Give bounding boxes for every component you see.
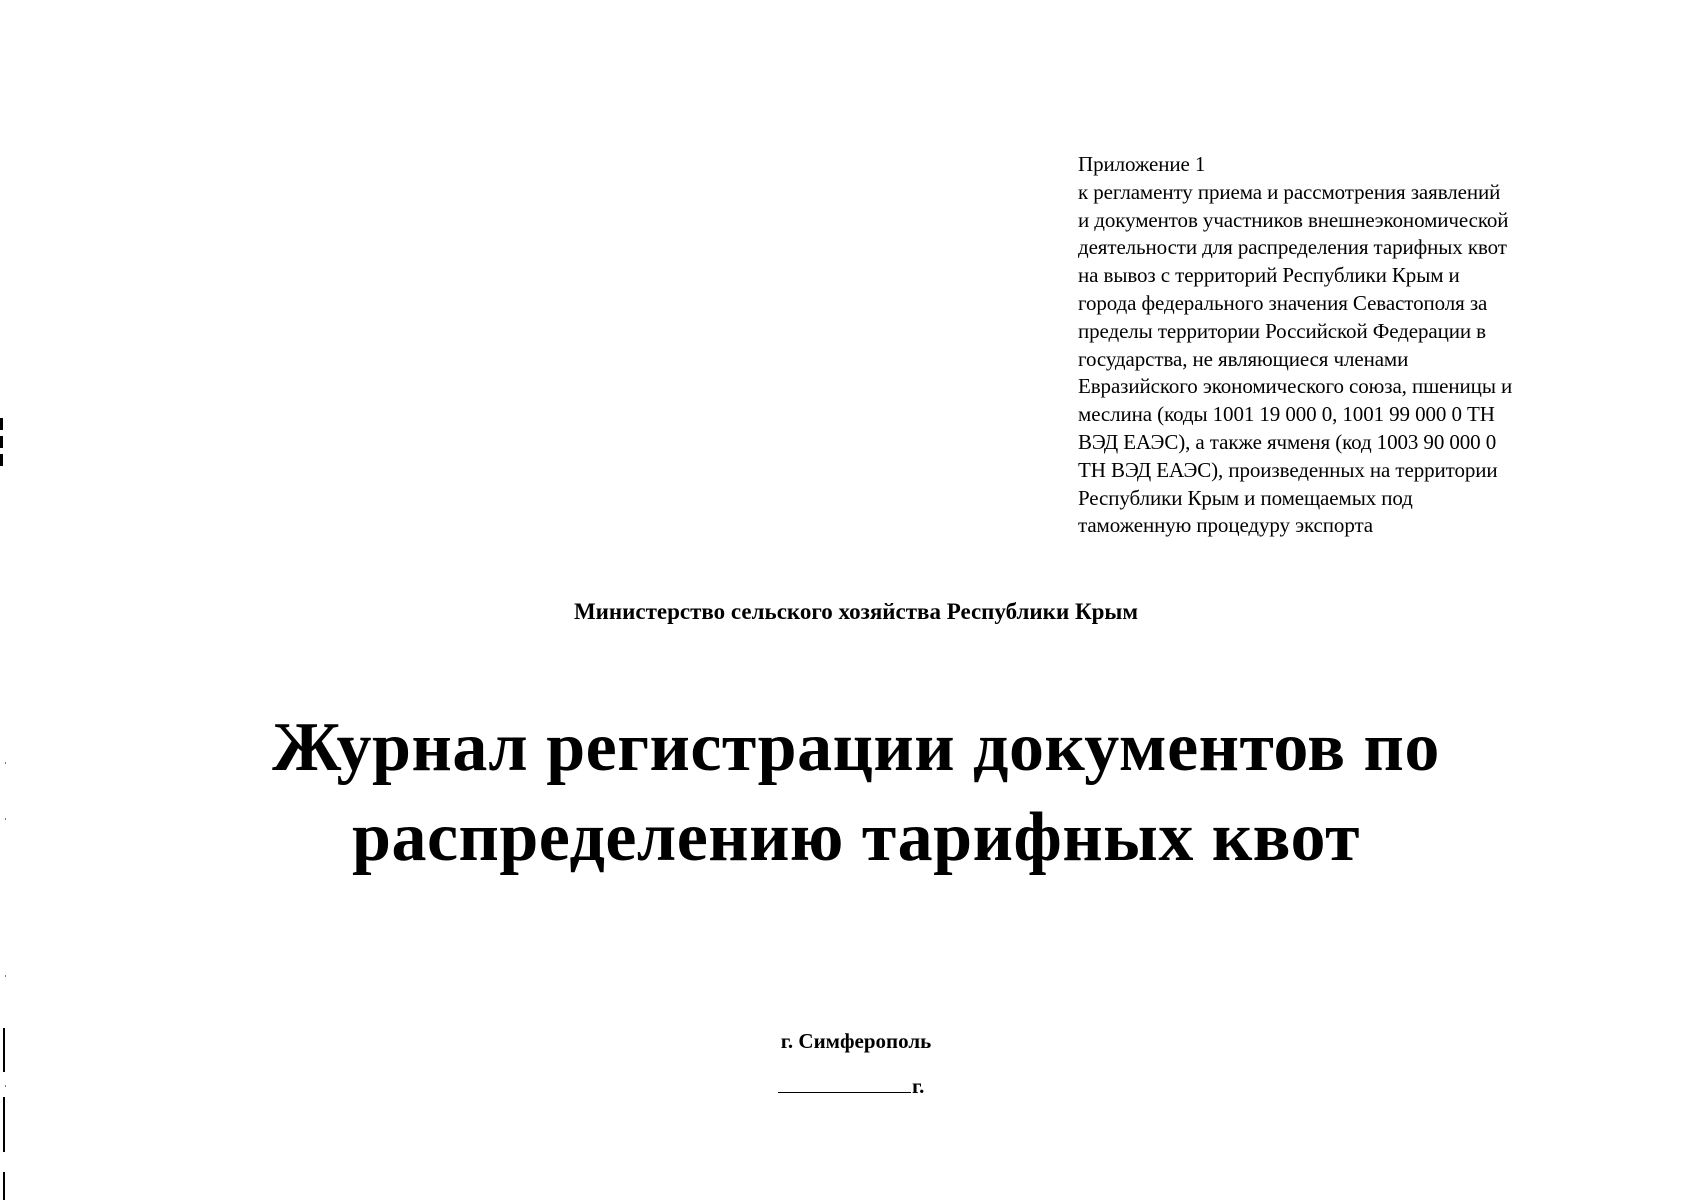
date-blank-underline bbox=[778, 1072, 911, 1093]
ministry-name-text: Министерство сельского хозяйства Республики Крым bbox=[573, 599, 1139, 624]
appendix-line: города федерального значения Севастополя за bbox=[1078, 290, 1488, 315]
scan-speck bbox=[5, 1085, 6, 1087]
scan-artifact bbox=[0, 454, 3, 466]
document-title-line-2: распределению тарифных квот bbox=[352, 799, 1360, 876]
appendix-line: меслина (коды 1001 19 000 0, 1001 99 000 0 ТН bbox=[1078, 402, 1495, 427]
appendix-line: таможенную процедуру экспорта bbox=[1078, 513, 1373, 538]
date-line bbox=[778, 1072, 924, 1099]
city-line bbox=[0, 1028, 1700, 1054]
city-name: г. Симферополь bbox=[780, 1029, 932, 1053]
appendix-line: Республики Крым и помещаемых под bbox=[1078, 485, 1413, 510]
appendix-line: ВЭД ЕАЭС), а также ячменя (код 1003 90 000 0 bbox=[1078, 429, 1497, 454]
document-title bbox=[0, 703, 1700, 883]
scan-artifact bbox=[0, 418, 3, 430]
appendix-line: государства, не являющиеся членами bbox=[1078, 346, 1409, 371]
appendix-line: и документов участников внешнеэкономической bbox=[1078, 207, 1509, 232]
document-title-line-1: Журнал регистрации документов по bbox=[272, 709, 1440, 786]
scan-speck bbox=[5, 818, 6, 820]
appendix-line: Евразийского экономического союза, пшеницы и bbox=[1078, 374, 1513, 399]
appendix-line: деятельности для распределения тарифных квот bbox=[1078, 235, 1507, 260]
appendix-line: пределы территории Российской Федерации в bbox=[1078, 318, 1486, 343]
scan-speck bbox=[5, 762, 6, 764]
scan-artifact bbox=[0, 436, 3, 448]
appendix-line: на вывоз с территорий Республики Крым и bbox=[1078, 263, 1460, 288]
appendix-note bbox=[1078, 151, 1638, 540]
appendix-line: к регламенту приема и рассмотрения заявлений bbox=[1078, 179, 1501, 204]
scan-speck bbox=[5, 975, 6, 977]
scan-artifact bbox=[3, 1028, 5, 1072]
scan-artifact bbox=[3, 1172, 5, 1200]
appendix-line: Приложение 1 bbox=[1078, 152, 1206, 176]
appendix-line: ТН ВЭД ЕАЭС), произведенных на территории bbox=[1078, 457, 1498, 482]
scan-artifact bbox=[3, 1097, 5, 1152]
ministry-name bbox=[0, 598, 1700, 626]
date-suffix: г. bbox=[912, 1074, 925, 1098]
